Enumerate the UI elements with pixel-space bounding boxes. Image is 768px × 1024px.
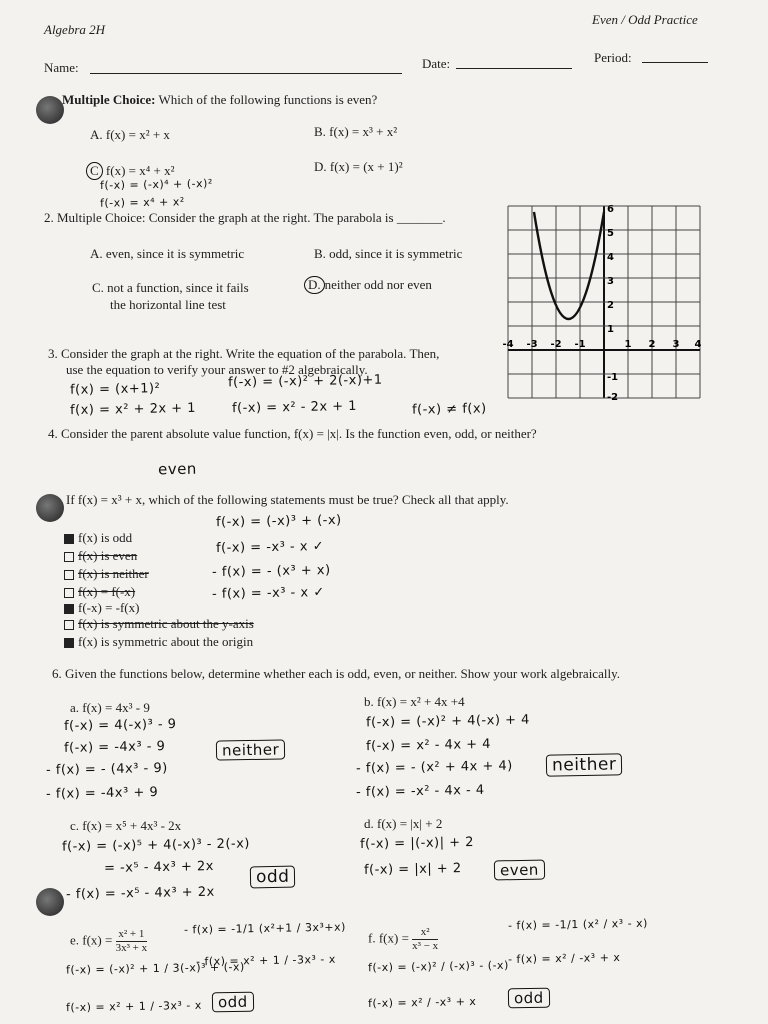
q6b-work-4: - f(x) = -x² - 4x - 4 (355, 782, 485, 801)
q3-work-2: f(x) = x² + 2x + 1 (69, 400, 197, 419)
q2-option-d[interactable] (304, 276, 432, 294)
q1-prompt (62, 92, 377, 108)
q6a-work-2: f(-x) = -4x³ - 9 (63, 739, 166, 756)
date-field[interactable] (456, 68, 572, 69)
y-tick-label: 3 (607, 276, 614, 287)
parabola-graph (502, 204, 702, 406)
q5-option-5[interactable] (64, 600, 139, 616)
q5-option-2[interactable] (64, 548, 137, 564)
q1-option-a[interactable]: A. f(x) = x² + x (90, 127, 170, 142)
q5-checkbox[interactable] (64, 588, 74, 598)
q5-option-6[interactable] (64, 616, 254, 632)
q6e-work-4: - f(x) = x² + 1 / -3x³ - x (195, 952, 336, 969)
q3-work-3: f(-x) = (-x)² + 2(-x)+1 (227, 372, 383, 391)
q1-option-c-text: f(x) = x⁴ + x² (105, 163, 175, 178)
q6e-denominator: 3x³ + x (115, 942, 148, 954)
y-tick-label: 2 (607, 300, 614, 311)
q5-option-5-text: f(-x) = -f(x) (78, 600, 140, 615)
x-tick-label: -2 (550, 339, 562, 350)
q6b-work-3: - f(x) = - (x² + 4x + 4) (355, 758, 513, 777)
q6f-label-text: f. f(x) = (368, 930, 409, 946)
q6a-work-1: f(-x) = 4(-x)³ - 9 (63, 717, 177, 734)
parabola-curve (534, 212, 604, 319)
q6-prompt: 6. Given the functions below, determine whether each is odd, even, or neither. Show your work algebraically. (52, 666, 620, 681)
q2-option-c-line-2: the horizontal line test (110, 297, 226, 312)
q6f-work-2: f(-x) = x² / -x³ + x (367, 995, 477, 1010)
q5-option-1-text: f(x) is odd (78, 530, 133, 545)
q5-checkbox[interactable] (64, 552, 74, 562)
q2-option-d-text: neither odd nor even (324, 277, 432, 292)
q6f-numerator: x² (412, 926, 438, 940)
q6e-work-1: f(-x) = (-x)² + 1 / 3(-x)³ + (-x) (65, 960, 245, 977)
q5-work-4: - f(x) = -x³ - x ✓ (211, 585, 325, 602)
q2-prompt: 2. Multiple Choice: Consider the graph at the right. The parabola is _______. (44, 210, 446, 225)
q1-option-b[interactable]: B. f(x) = x³ + x² (314, 124, 398, 139)
q6c-work-2: = -x⁵ - 4x³ + 2x (103, 859, 214, 876)
graph-y-tick-labels (607, 204, 618, 403)
q2-option-b[interactable]: B. odd, since it is symmetric (314, 246, 463, 261)
q1-prompt-text: Which of the following functions is even? (158, 92, 378, 107)
q6d-label: d. f(x) = |x| + 2 (364, 816, 443, 831)
binder-hole-bottom (36, 888, 64, 916)
q3-prompt-line-1: 3. Consider the graph at the right. Write the equation of the parabola. Then, (48, 346, 440, 361)
q6f-work-1: f(-x) = (-x)² / (-x)³ - (-x) (367, 958, 509, 975)
q6a-label: a. f(x) = 4x³ - 9 (70, 700, 150, 715)
q1-option-c-circle: C (86, 162, 103, 180)
q6f-denominator: x³ − x (412, 940, 439, 952)
q6f-work-3: - f(x) = -1/1 (x² / x³ - x) (507, 916, 649, 933)
q2-option-a[interactable]: A. even, since it is symmetric (90, 246, 245, 261)
q6d-work-1: f(-x) = |(-x)| + 2 (359, 835, 475, 852)
q6e-work-2: f(-x) = x² + 1 / -3x³ - x (65, 998, 202, 1015)
y-tick-label: -2 (607, 392, 619, 403)
q4-prompt: 4. Consider the parent absolute value function, f(x) = |x|. Is the function even, odd, or neither? (48, 426, 537, 441)
q6d-answer: even (494, 860, 545, 881)
y-tick-label: 1 (607, 324, 614, 335)
q6e-label-text: e. f(x) = (70, 932, 113, 948)
period-label: Period: (594, 50, 632, 65)
x-tick-label: 2 (648, 339, 656, 350)
q5-checkbox-checked[interactable] (64, 534, 74, 544)
q6b-label: b. f(x) = x² + 4x +4 (364, 694, 465, 709)
q5-option-4[interactable] (64, 584, 135, 600)
q1-work-line-2: f(-x) = x⁴ + x² (99, 195, 185, 210)
q1-work-line-1: f(-x) = (-x)⁴ + (-x)² (99, 177, 213, 192)
q6e-numerator: x² + 1 (116, 928, 148, 942)
q6b-work-1: f(-x) = (-x)² + 4(-x) + 4 (365, 712, 531, 731)
q6e-answer: odd (212, 992, 254, 1013)
name-label: Name: (44, 60, 79, 75)
q5-work-3: - f(x) = - (x³ + x) (211, 562, 331, 581)
q6b-work-2: f(-x) = x² - 4x + 4 (365, 736, 492, 755)
q5-option-7[interactable] (64, 634, 253, 650)
q5-work-2: f(-x) = -x³ - x ✓ (215, 539, 325, 556)
q5-option-7-text: f(x) is symmetric about the origin (78, 634, 254, 649)
binder-hole-top (36, 96, 64, 124)
q6c-work-3: - f(x) = -x⁵ - 4x³ + 2x (65, 884, 215, 903)
y-tick-label: 5 (607, 228, 614, 239)
name-field[interactable] (90, 73, 402, 74)
q6b-answer: neither (546, 753, 623, 776)
q3-prompt-line-2: use the equation to verify your answer to #2 algebraically. (66, 362, 368, 377)
q6a-work-4: - f(x) = -4x³ + 9 (45, 785, 159, 802)
q1-option-d[interactable]: D. f(x) = (x + 1)² (314, 159, 403, 174)
q6c-answer: odd (250, 866, 296, 889)
binder-hole-middle (36, 494, 64, 522)
q6f-work-4: - f(x) = x² / -x³ + x (507, 951, 621, 966)
q5-option-6-text: f(x) is symmetric about the y-axis (78, 616, 254, 631)
q6c-label: c. f(x) = x⁵ + 4x³ - 2x (70, 818, 182, 833)
q5-option-1[interactable] (64, 530, 132, 546)
q5-option-4-text: f(x) = f(-x) (78, 584, 136, 599)
q5-checkbox-checked[interactable] (64, 638, 74, 648)
q5-option-3[interactable] (64, 566, 149, 582)
q5-prompt: If f(x) = x³ + x, which of the following statements must be true? Check all that apply. (66, 492, 509, 507)
q1-prompt-bold: Multiple Choice: (62, 92, 156, 107)
q6f-answer: odd (508, 988, 550, 1009)
y-tick-label: 6 (607, 204, 614, 215)
x-tick-label: -4 (502, 339, 514, 350)
graph-x-tick-labels (502, 339, 701, 350)
q5-checkbox[interactable] (64, 570, 74, 580)
q3-work-1: f(x) = (x+1)² (69, 381, 161, 398)
q5-option-3-text: f(x) is neither (78, 566, 149, 581)
q5-option-2-text: f(x) is even (78, 548, 138, 563)
q5-checkbox[interactable] (64, 620, 74, 630)
x-tick-label: 3 (672, 339, 680, 350)
x-tick-label: 4 (694, 339, 702, 350)
q4-answer: even (157, 459, 197, 479)
q6e-label (70, 928, 147, 955)
q3-work-5: f(-x) ≠ f(x) (411, 401, 487, 418)
x-tick-label: 1 (624, 339, 632, 350)
q2-option-d-circle: D. (304, 276, 325, 294)
x-tick-label: -3 (526, 339, 538, 350)
q5-checkbox-checked[interactable] (64, 604, 74, 614)
q6c-work-1: f(-x) = (-x)⁵ + 4(-x)³ - 2(-x) (61, 836, 251, 855)
q6e-work-3: - f(x) = -1/1 (x²+1 / 3x³+x) (183, 920, 346, 937)
q6a-answer: neither (216, 739, 286, 760)
q3-work-4: f(-x) = x² - 2x + 1 (231, 398, 358, 417)
q6a-work-3: - f(x) = - (4x³ - 9) (45, 760, 168, 779)
q6f-label (368, 926, 438, 953)
course-title: Algebra 2H (44, 22, 106, 37)
date-label: Date: (422, 56, 451, 71)
q6d-work-2: f(-x) = |x| + 2 (363, 861, 462, 878)
y-tick-label: 4 (607, 252, 614, 263)
q2-option-c-line-1[interactable]: C. not a function, since it fails (92, 280, 249, 295)
period-field[interactable] (642, 62, 708, 63)
worksheet-title: Even / Odd Practice (592, 12, 698, 27)
y-tick-label: -1 (607, 372, 619, 383)
q5-work-1: f(-x) = (-x)³ + (-x) (215, 512, 342, 531)
x-tick-label: -1 (574, 339, 586, 350)
